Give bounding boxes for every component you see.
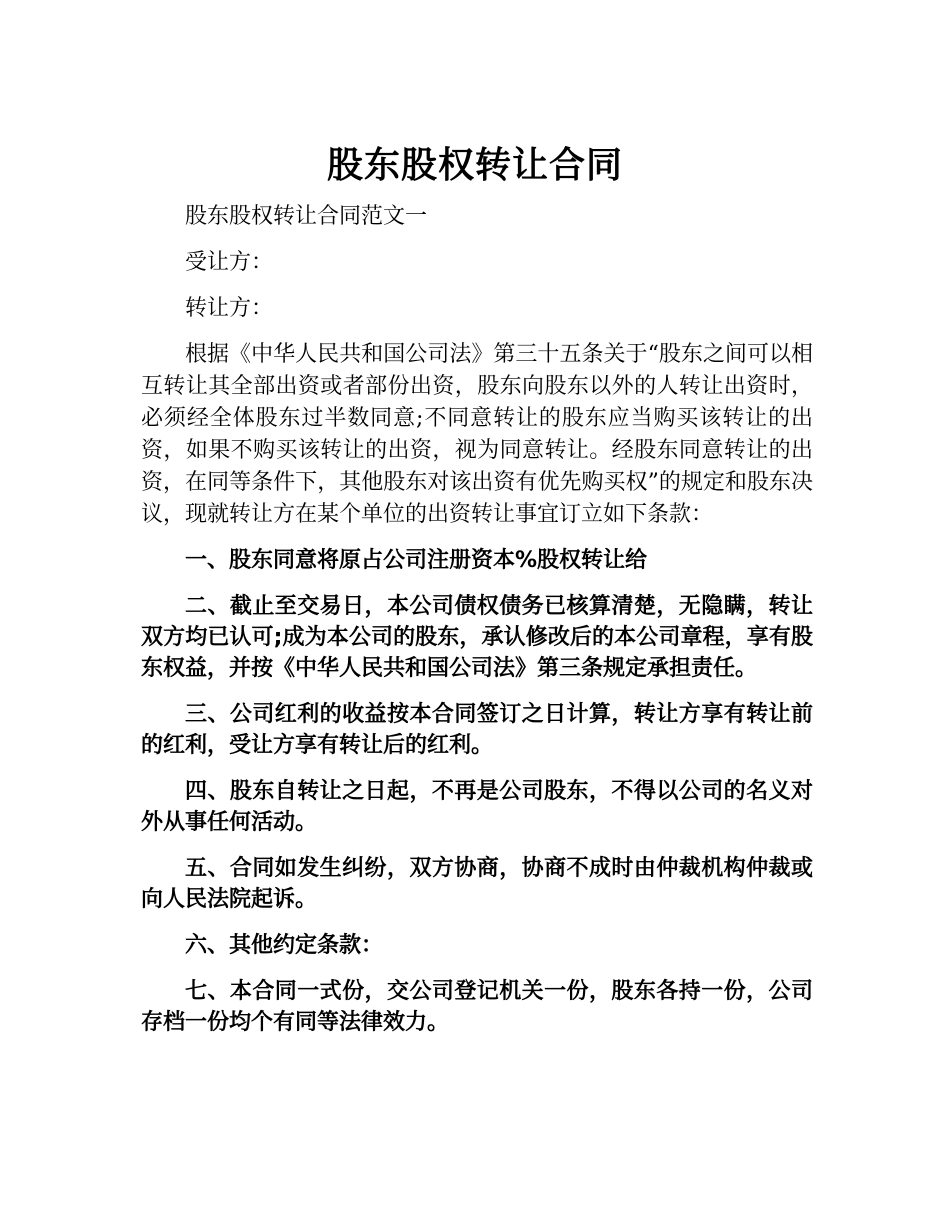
document-title: 股东股权转让合同	[326, 145, 623, 187]
paragraph-preamble: 根据《中华人民共和国公司法》第三十五条关于“股东之间可以相互转让其全部出资或者部份出资，股东向股东以外的人转让出资时，必须经全体股东过半数同意;不同意转让的股东应当购买该转让的出资，如果不购买该转让的出资，视为同意转让。经股东同意转让的出资，在同等条件下，其他股东对该出资有优先购买权”的规定和股东决议，现就转让方在某个单位的出资转让事宜订立如下条款：	[141, 342, 813, 527]
clause-7: 七、本合同一式份，交公司登记机关一份，股东各持一份，公司存档一份均个有同等法律效力。	[141, 979, 813, 1035]
clause-5: 五、合同如发生纠纷，双方协商，协商不成时由仲裁机构仲裁或向人民法院起诉。	[141, 856, 813, 912]
clause-3: 三、公司红利的收益按本合同签订之日计算，转让方享有转让前的红利，受让方享有转让后的红利。	[141, 702, 813, 758]
paragraph-template-heading: 股东股权转让合同范文一	[185, 204, 428, 229]
clause-6: 六、其他约定条款：	[185, 933, 384, 958]
clause-2: 二、截止至交易日，本公司债权债务已核算清楚，无隐瞒，转让双方均已认可;成为本公司的股东，承认修改后的本公司章程，享有股东权益，并按《中华人民共和国公司法》第三条规定承担责任。	[141, 594, 813, 681]
clause-1: 一、股东同意将原占公司注册资本%股权转让给	[185, 548, 648, 573]
document-body	[141, 201, 813, 1053]
clause-4: 四、股东自转让之日起，不再是公司股东，不得以公司的名义对外从事任何活动。	[141, 779, 813, 835]
paragraph-transferor: 转让方：	[185, 296, 274, 321]
paragraph-transferee: 受让方：	[185, 250, 274, 275]
